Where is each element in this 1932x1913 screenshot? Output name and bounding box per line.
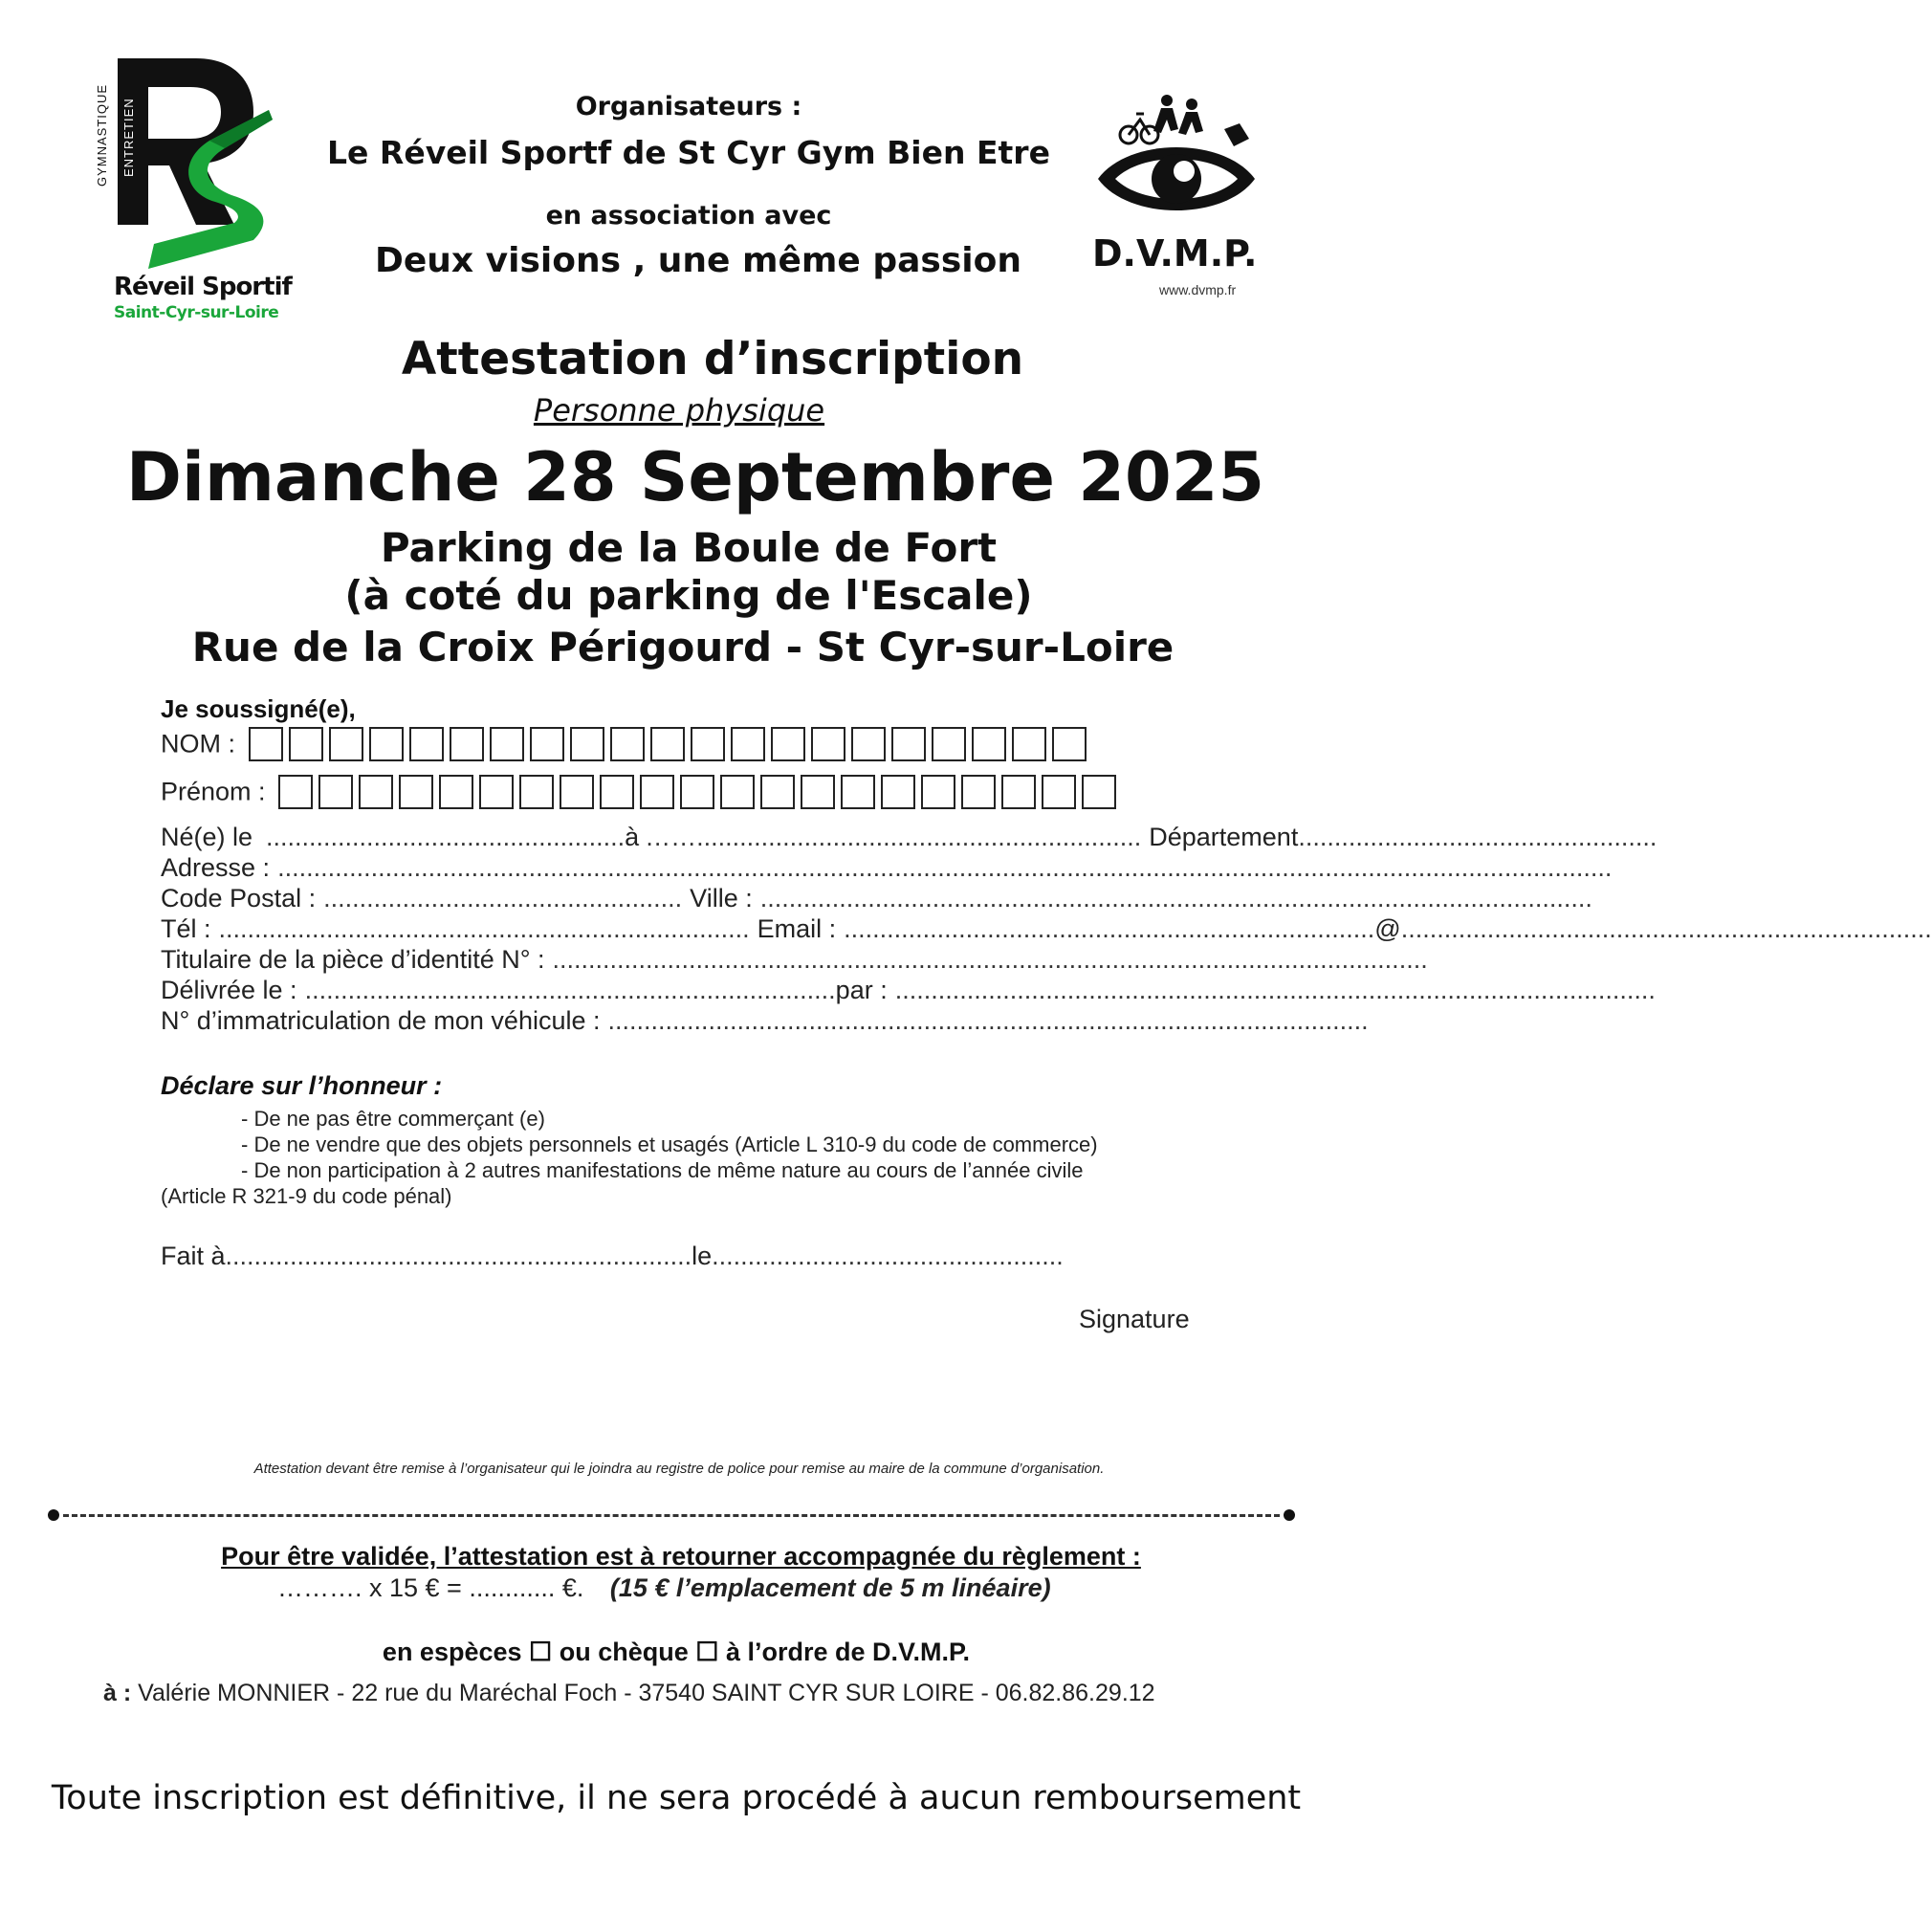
postal-label: Code Postal : [161, 884, 317, 913]
nom-row [161, 727, 1194, 761]
organisers-label: Organisateurs : [575, 92, 802, 121]
vehicle-row [161, 1006, 1369, 1036]
email-domain-field[interactable]: .......................................................................... [1400, 914, 1932, 943]
address-row [161, 853, 1613, 883]
event-place-3: Rue de la Croix Périgourd - St Cyr-sur-Loire [191, 624, 1175, 671]
signature-label: Signature [1079, 1305, 1190, 1333]
nom-char-box[interactable] [691, 727, 725, 761]
address-field[interactable]: .......................................................................................................................................................................................... [277, 853, 1613, 882]
nom-char-box[interactable] [1052, 727, 1087, 761]
tel-row [161, 914, 1932, 944]
prenom-char-box[interactable] [1082, 775, 1116, 809]
prenom-row [161, 775, 1194, 809]
born-place-field[interactable]: …….............................................................. [645, 823, 1142, 851]
payment-method: en espèces ☐ ou chèque ☐ à l’ordre de D.V.M.P. [382, 1638, 971, 1666]
tel-field[interactable]: .......................................................................... [218, 914, 750, 943]
id-row [161, 945, 1428, 975]
prenom-char-box[interactable] [961, 775, 996, 809]
at-sign: @ [1374, 914, 1401, 943]
email-field[interactable]: .......................................................................... [844, 914, 1375, 943]
fait-place-field[interactable]: ................................................................. [225, 1242, 692, 1270]
payment-heading: Pour être validée, l’attestation est à retourner accompagnée du règlement : [221, 1542, 1141, 1571]
dvmp-name: D.V.M.P. [1092, 232, 1258, 275]
event-date: Dimanche 28 Septembre 2025 [125, 438, 1265, 517]
price-formula: ………. x 15 € = ............ €. [277, 1573, 584, 1602]
declaration-item-2: - De ne vendre que des objets personnels et usagés (Article L 310-9 du code de commerce) [241, 1132, 1098, 1156]
nom-char-box[interactable] [972, 727, 1006, 761]
nom-char-box[interactable] [932, 727, 966, 761]
footer-text: Toute inscription est définitive, il ne sera procédé à aucun remboursement [51, 1779, 1302, 1817]
nom-boxes[interactable] [249, 727, 1092, 761]
nom-char-box[interactable] [891, 727, 926, 761]
prenom-char-box[interactable] [841, 775, 875, 809]
address-to-label: à : [103, 1680, 132, 1706]
nom-char-box[interactable] [409, 727, 444, 761]
prenom-char-box[interactable] [519, 775, 554, 809]
prenom-char-box[interactable] [359, 775, 393, 809]
page-subtitle: Personne physique [533, 392, 825, 429]
nom-char-box[interactable] [811, 727, 845, 761]
declaration-article: (Article R 321-9 du code pénal) [161, 1184, 452, 1208]
postal-row [161, 884, 1592, 913]
nom-label: NOM : [161, 729, 235, 759]
logo-name: Réveil Sportif [114, 273, 292, 301]
declaration-heading: Déclare sur l’honneur : [161, 1071, 443, 1100]
fait-label: Fait à [161, 1242, 226, 1270]
prenom-char-box[interactable] [640, 775, 674, 809]
form-intro: Je soussigné(e), [161, 694, 356, 723]
notice-text: Attestation devant être remise à l’organisateur qui le joindra au registre de police pour remise au maire de la commune d’organisation. [253, 1461, 1105, 1477]
nom-char-box[interactable] [530, 727, 564, 761]
fait-date-field[interactable]: ................................................. [712, 1242, 1064, 1270]
price-note: (15 € l’emplacement de 5 m linéaire) [609, 1573, 1051, 1602]
id-field[interactable]: .......................................................................................................................... [552, 945, 1428, 974]
prenom-char-box[interactable] [921, 775, 955, 809]
issued-by-label: par : [835, 976, 888, 1004]
nom-char-box[interactable] [369, 727, 404, 761]
logo-vertical-text-2: ENTRETIEN [121, 98, 136, 177]
prenom-boxes[interactable] [278, 775, 1122, 809]
nom-char-box[interactable] [771, 727, 805, 761]
born-row [161, 823, 1658, 852]
prenom-label: Prénom : [161, 777, 266, 806]
declaration-item-3: - De non participation à 2 autres manifestations de même nature au cours de l’année civile [241, 1158, 1084, 1182]
prenom-char-box[interactable] [278, 775, 313, 809]
department-label: Département [1149, 823, 1299, 851]
address-label: Adresse : [161, 853, 271, 882]
prenom-char-box[interactable] [318, 775, 353, 809]
payment-line [277, 1573, 1051, 1603]
department-field[interactable]: .................................................. [1298, 823, 1658, 851]
city-label: Ville : [690, 884, 753, 913]
logo-city: Saint-Cyr-sur-Loire [114, 303, 279, 322]
nom-char-box[interactable] [450, 727, 484, 761]
payment-address-row [103, 1680, 1155, 1707]
nom-char-box[interactable] [490, 727, 524, 761]
nom-char-box[interactable] [289, 727, 323, 761]
vehicle-label: N° d’immatriculation de mon véhicule : [161, 1006, 601, 1035]
payment-address: Valérie MONNIER - 22 rue du Maréchal Foch - 37540 SAINT CYR SUR LOIRE - 06.82.86.29.12 [138, 1680, 1155, 1706]
issued-row [161, 976, 1656, 1005]
logo-vertical-text-1: GYMNASTIQUE [95, 83, 109, 187]
nom-char-box[interactable] [650, 727, 685, 761]
prenom-char-box[interactable] [680, 775, 714, 809]
issued-date-field[interactable]: .......................................................................... [304, 976, 836, 1004]
vehicle-field[interactable]: .......................................................................................................... [607, 1006, 1369, 1035]
fait-row [161, 1242, 1064, 1271]
prenom-char-box[interactable] [560, 775, 594, 809]
born-at-label: à [625, 823, 640, 851]
declaration-item-1: - De ne pas être commerçant (e) [241, 1107, 545, 1131]
dvmp-url: www.dvmp.fr [1159, 282, 1237, 297]
prenom-char-box[interactable] [760, 775, 795, 809]
association-label: en association avec [545, 201, 832, 231]
le-label: le [692, 1242, 713, 1270]
issued-label: Délivrée le : [161, 976, 297, 1004]
email-label: Email : [757, 914, 837, 943]
cut-line [48, 1506, 1295, 1525]
tel-label: Tél : [161, 914, 211, 943]
prenom-char-box[interactable] [1001, 775, 1036, 809]
prenom-char-box[interactable] [479, 775, 514, 809]
nom-char-box[interactable] [1012, 727, 1046, 761]
prenom-char-box[interactable] [439, 775, 473, 809]
prenom-char-box[interactable] [600, 775, 634, 809]
city-field[interactable]: .................................................................................................................... [759, 884, 1592, 913]
id-label: Titulaire de la pièce d’identité N° : [161, 945, 545, 974]
partner-name: Deux visions , une même passion [374, 241, 1021, 280]
nom-char-box[interactable] [329, 727, 363, 761]
page-title: Attestation d’inscription [401, 333, 1024, 385]
organiser-name: Le Réveil Sportf de St Cyr Gym Bien Etre [327, 134, 1050, 171]
prenom-char-box[interactable] [801, 775, 835, 809]
nom-char-box[interactable] [610, 727, 645, 761]
nom-char-box[interactable] [570, 727, 604, 761]
nom-char-box[interactable] [731, 727, 765, 761]
nom-char-box[interactable] [851, 727, 886, 761]
born-date-field[interactable]: .................................................. [266, 823, 626, 851]
event-place-2: (à coté du parking de l'Escale) [344, 572, 1033, 619]
prenom-char-box[interactable] [881, 775, 915, 809]
issued-by-field[interactable]: .......................................................................................................... [894, 976, 1656, 1004]
born-label: Né(e) le [161, 823, 253, 851]
prenom-char-box[interactable] [720, 775, 755, 809]
event-place-1: Parking de la Boule de Fort [380, 524, 998, 571]
nom-char-box[interactable] [249, 727, 283, 761]
prenom-char-box[interactable] [1042, 775, 1076, 809]
prenom-char-box[interactable] [399, 775, 433, 809]
postal-field[interactable]: .................................................. [323, 884, 683, 913]
